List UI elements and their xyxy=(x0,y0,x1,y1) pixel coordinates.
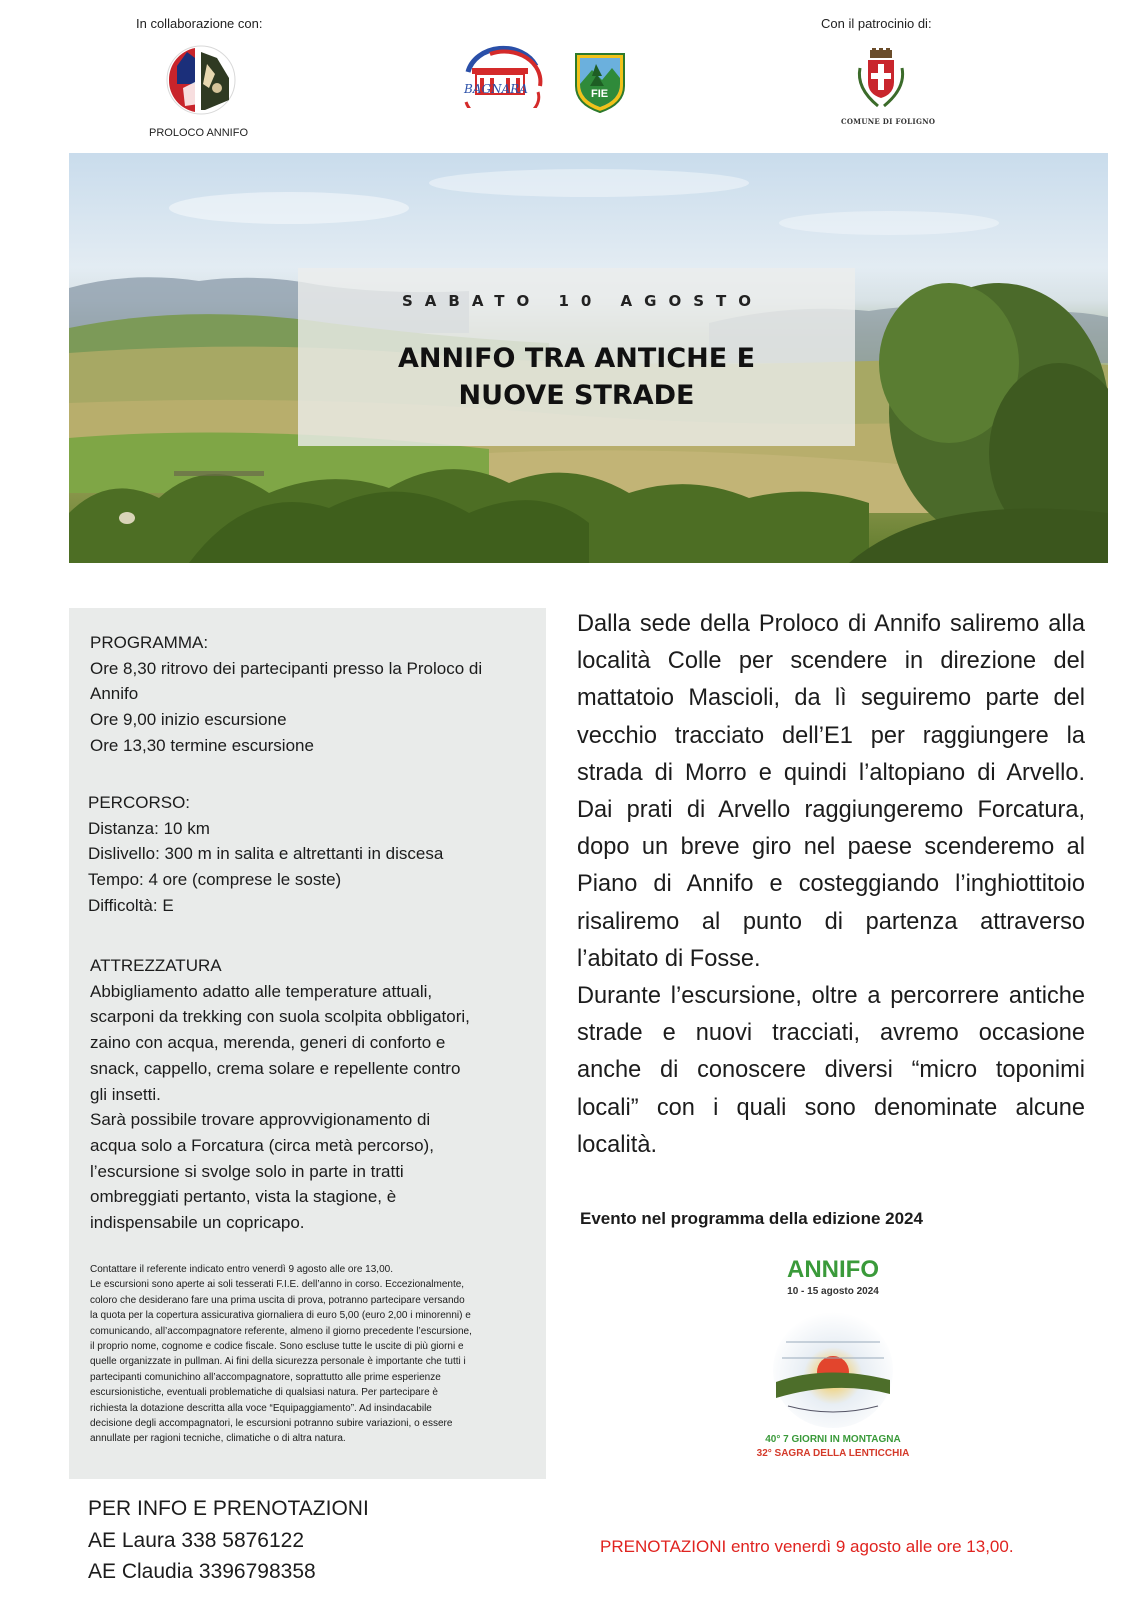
attrezzatura-line: Abbigliamento adatto alle temperature attuali, xyxy=(90,981,433,1001)
fine-print-line: comunicando, all’accompagnatore referente, almeno il giorno precedente l’escursione, xyxy=(90,1325,472,1337)
fine-print-line: quelle organizzate in pullman. Ai fini della sicurezza personale è importante che tutti i xyxy=(90,1356,466,1368)
programma-heading: PROGRAMMA: xyxy=(90,633,209,652)
fine-print-line: richiesta la dotazione descritta alla voce “Equipaggiamento”. Ad insindacabile xyxy=(90,1402,432,1414)
percorso-heading: PERCORSO: xyxy=(88,793,191,812)
percorso-section xyxy=(88,790,443,919)
hero-title-box xyxy=(298,268,855,446)
patron-label: Con il patrocinio di: xyxy=(821,16,932,31)
contact-laura: AE Laura 338 5876122 xyxy=(88,1528,305,1552)
attrezzatura-line: zaino con acqua, merenda, generi di conforto e xyxy=(90,1033,446,1053)
percorso-line: Dislivello: 300 m in salita e altrettanti in discesa xyxy=(88,844,444,864)
fine-print-line: partecipanti comunichino all’accompagnatore, soprattutto alle prime esperienze xyxy=(90,1371,441,1383)
attrezzatura-line: ombreggiati pertanto, vista la stagione, è xyxy=(90,1187,397,1207)
attrezzatura-heading: ATTREZZATURA xyxy=(90,956,222,975)
fine-print-line: coloro che desiderano fare una prima uscita di prova, potranno partecipare versando xyxy=(90,1294,465,1306)
attrezzatura-line: scarponi da trekking con suola scolpita obbligatori, xyxy=(90,1007,470,1027)
event-title-line1: ANNIFO TRA ANTICHE E xyxy=(397,343,756,374)
programma-line: Ore 13,30 termine escursione xyxy=(90,735,314,755)
attrezzatura-line: indispensabile un copricapo. xyxy=(90,1213,305,1233)
fine-print-line: la quota per la copertura assicurativa giornaliera di euro 5,00 (euro 2,00 i minorenni) e xyxy=(90,1310,471,1322)
description-paragraph-1: Dalla sede della Proloco di Annifo saliremo alla località Colle per scendere in direzione del mattatoio Mascioli, da lì seguiremo parte del vecchio tracciato dell’E1 per raggiungere la strada di Morro e quindi l’altopiano di Arvello. Dai prati di Arvello raggiungeremo Forcatura, dopo un breve giro nel paese scenderemo al Piano di Annifo e costeggiando l’inghiottitoio risaliremo al punto di partenza attraverso l’abitato di Fosse. xyxy=(577,611,1085,972)
attrezzatura-line: l’escursione si svolge solo in parte in tratti xyxy=(90,1161,404,1181)
booking-deadline: PRENOTAZIONI entro venerdì 9 agosto alle ore 13,00. xyxy=(600,1537,1014,1556)
event-date: SABATO 10 AGOSTO xyxy=(401,292,764,310)
comune-name: COMUNE DI FOLIGNO xyxy=(841,117,936,126)
percorso-line: Difficoltà: E xyxy=(88,895,174,915)
poster-line-2: 32° SAGRA DELLA LENTICCHIA xyxy=(756,1448,910,1459)
attrezzatura-line: Sarà possibile trovare approvvigionamento di xyxy=(90,1110,431,1130)
route-description xyxy=(577,606,1085,1164)
sagra-poster-image xyxy=(748,1256,918,1476)
fine-print-line: Le escursioni sono aperte ai soli tesserati F.I.E. dell’anno in corso. Eccezionalmente, xyxy=(90,1279,465,1291)
comune-foligno-crest xyxy=(852,48,910,114)
contacts-block xyxy=(88,1493,369,1588)
percorso-line: Tempo: 4 ore (comprese le soste) xyxy=(88,870,342,890)
fine-print-line: Contattare il referente indicato entro venerdì 9 agosto alle ore 13,00. xyxy=(90,1264,393,1275)
fine-print-line: escursionistiche, eventuali problematiche di qualsiasi natura. Per partecipare è xyxy=(90,1387,438,1399)
attrezzatura-line: gli insetti. xyxy=(90,1084,161,1104)
fie-text: FIE xyxy=(591,88,609,100)
poster-dates: 10 - 15 agosto 2024 xyxy=(787,1286,879,1297)
fie-logo xyxy=(572,50,628,114)
fine-print-line: decisione degli accompagnatori, le escursioni potranno subire variazioni, o essere xyxy=(90,1418,453,1430)
programma-line: Ore 9,00 inizio escursione xyxy=(90,710,287,730)
contact-claudia: AE Claudia 3396798358 xyxy=(88,1560,316,1583)
collab-name: PROLOCO ANNIFO xyxy=(149,127,249,139)
poster-sunburst-icon xyxy=(766,1302,900,1432)
event-program-note: Evento nel programma della edizione 2024 xyxy=(580,1209,923,1228)
fine-print-line: annullate per ragioni tecniche, climatiche o di altra natura. xyxy=(90,1433,346,1445)
contacts-heading: PER INFO E PRENOTAZIONI xyxy=(88,1497,369,1520)
attrezzatura-line: acqua solo a Forcatura (circa metà percorso), xyxy=(90,1135,434,1155)
bagnara-logo xyxy=(460,42,544,108)
proloco-annifo-logo xyxy=(165,44,237,116)
event-title xyxy=(298,340,855,414)
attrezzatura-line: snack, cappello, crema solare e repellente contro xyxy=(90,1058,461,1078)
fine-print-line: il proprio nome, cognome e codice fiscale. Sono escluse tutte le uscite di più giorni e xyxy=(90,1341,464,1353)
percorso-line: Distanza: 10 km xyxy=(88,818,210,838)
fine-print xyxy=(90,1262,530,1447)
description-paragraph-2: Durante l’escursione, oltre a percorrere antiche strade e nuovi tracciati, avremo occasione anche di conoscere diversi “micro toponimi locali” con i quali sono denominate alcune località. xyxy=(577,983,1085,1158)
collab-label: In collaborazione con: xyxy=(136,16,263,31)
programma-section xyxy=(90,630,482,759)
event-title-line2: NUOVE STRADE xyxy=(458,380,695,411)
attrezzatura-section xyxy=(90,953,470,1236)
programma-line: Ore 8,30 ritrovo dei partecipanti presso la Proloco di xyxy=(90,658,483,678)
programma-line: Annifo xyxy=(90,684,139,704)
hero-landscape-image xyxy=(69,153,1108,563)
bagnara-text: BAGNARA xyxy=(464,82,528,96)
poster-title: ANNIFO xyxy=(787,1256,879,1283)
poster-line-1: 40° 7 GIORNI IN MONTAGNA xyxy=(765,1434,901,1445)
